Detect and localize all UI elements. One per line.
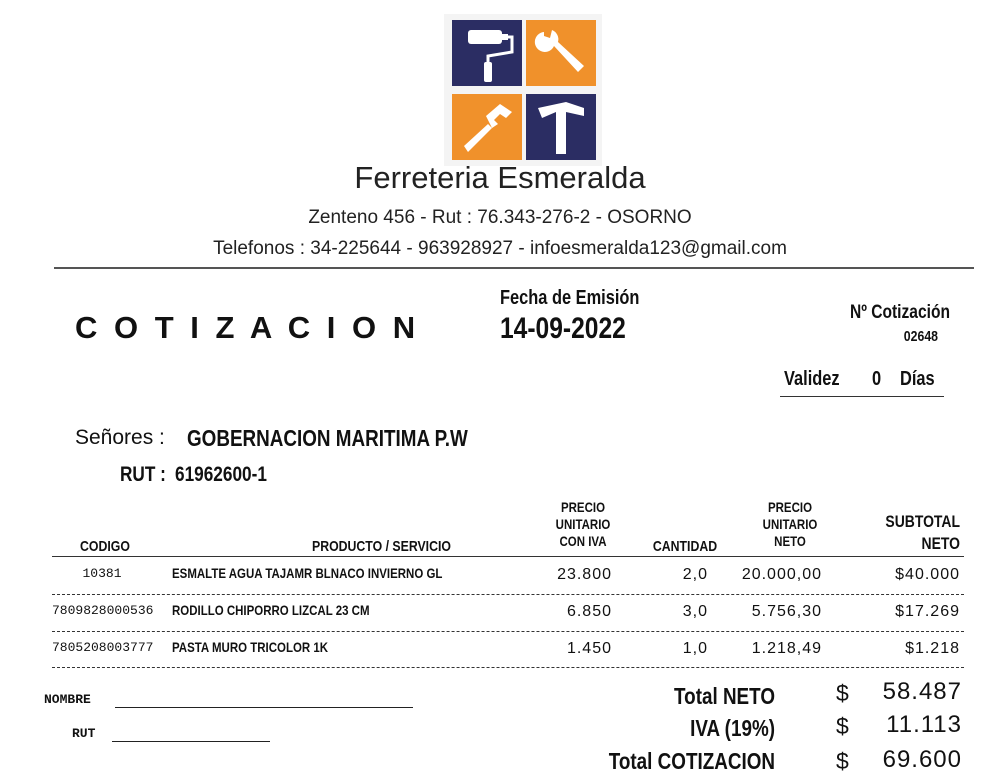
iva-label: IVA (19%) xyxy=(690,715,775,741)
validity-unit: Días xyxy=(900,368,935,390)
row-subtotal: $40.000 xyxy=(895,566,960,583)
header-code: CODIGO xyxy=(80,538,130,555)
total-net-value: 58.487 xyxy=(882,678,962,705)
header-divider xyxy=(54,267,974,269)
row-product: RODILLO CHIPORRO LIZCAL 23 CM xyxy=(172,602,370,618)
company-name: Ferreteria Esmeralda xyxy=(354,160,646,195)
row-divider xyxy=(52,594,964,595)
paint-roller-icon xyxy=(452,20,522,86)
client-name: GOBERNACION MARITIMA P.W xyxy=(187,425,468,451)
row-product: ESMALTE AGUA TAJAMR BLNACO INVIERNO GL xyxy=(172,565,443,581)
row-divider xyxy=(52,631,964,632)
quote-number-label: Nº Cotización xyxy=(849,302,950,323)
row-price-net: 20.000,00 xyxy=(741,566,822,583)
row-quantity: 3,0 xyxy=(682,603,708,620)
signature-rut-label: RUT xyxy=(72,726,96,741)
row-code: 10381 xyxy=(82,566,122,581)
total-quote-label: Total COTIZACION xyxy=(608,748,775,774)
row-price-iva: 23.800 xyxy=(557,566,612,583)
row-subtotal: $17.269 xyxy=(895,603,960,620)
signature-name-line xyxy=(115,707,413,708)
validity-label: Validez xyxy=(784,368,840,390)
row-price-iva: 6.850 xyxy=(566,603,612,620)
header-subtotal: SUBTOTAL NETO xyxy=(885,512,960,553)
row-product: PASTA MURO TRICOLOR 1K xyxy=(172,639,329,655)
row-quantity: 2,0 xyxy=(682,566,708,583)
row-subtotal: $1.218 xyxy=(905,640,960,657)
client-rut: 61962600-1 xyxy=(175,463,267,486)
company-address: Zenteno 456 - Rut : 76.343-276-2 - OSORNO xyxy=(308,207,692,228)
row-price-net: 5.756,30 xyxy=(751,603,822,620)
document-title: C O T I Z A C I O N xyxy=(75,310,420,345)
quote-number: 02648 xyxy=(903,328,938,345)
validity-value: 0 xyxy=(872,368,882,390)
hammer-icon xyxy=(526,94,596,160)
row-price-net: 1.218,49 xyxy=(751,640,822,657)
signature-name-label: NOMBRE xyxy=(44,692,91,707)
total-quote-value: 69.600 xyxy=(882,746,962,773)
issue-date-label: Fecha de Emisión xyxy=(500,287,640,309)
row-price-iva: 1.450 xyxy=(566,640,612,657)
total-net-currency: $ xyxy=(836,680,849,706)
header-price-iva: PRECIO UNITARIO CON IVA xyxy=(555,499,611,549)
total-quote-currency: $ xyxy=(836,748,849,774)
iva-value: 11.113 xyxy=(886,711,962,738)
iva-currency: $ xyxy=(836,713,849,739)
header-product: PRODUCTO / SERVICIO xyxy=(312,538,451,555)
wrench-icon xyxy=(526,20,596,86)
validity-box xyxy=(780,368,944,397)
row-quantity: 1,0 xyxy=(682,640,708,657)
row-code: 7805208003777 xyxy=(52,640,154,655)
header-price-net: PRECIO UNITARIO NETO xyxy=(762,499,818,549)
row-code: 7809828000536 xyxy=(52,603,154,618)
company-contact: Telefonos : 34-225644 - 963928927 - infoesmeralda123@gmail.com xyxy=(213,238,787,259)
issue-date: 14-09-2022 xyxy=(500,312,626,345)
client-label: Señores : xyxy=(75,426,165,449)
signature-rut-line xyxy=(112,741,270,742)
table-header-divider xyxy=(52,556,964,557)
header-quantity: CANTIDAD xyxy=(652,538,718,555)
row-divider xyxy=(52,667,964,668)
company-logo xyxy=(444,14,602,166)
total-net-label: Total NETO xyxy=(674,683,775,709)
pipe-wrench-icon xyxy=(452,94,522,160)
client-rut-label: RUT : xyxy=(120,463,166,486)
